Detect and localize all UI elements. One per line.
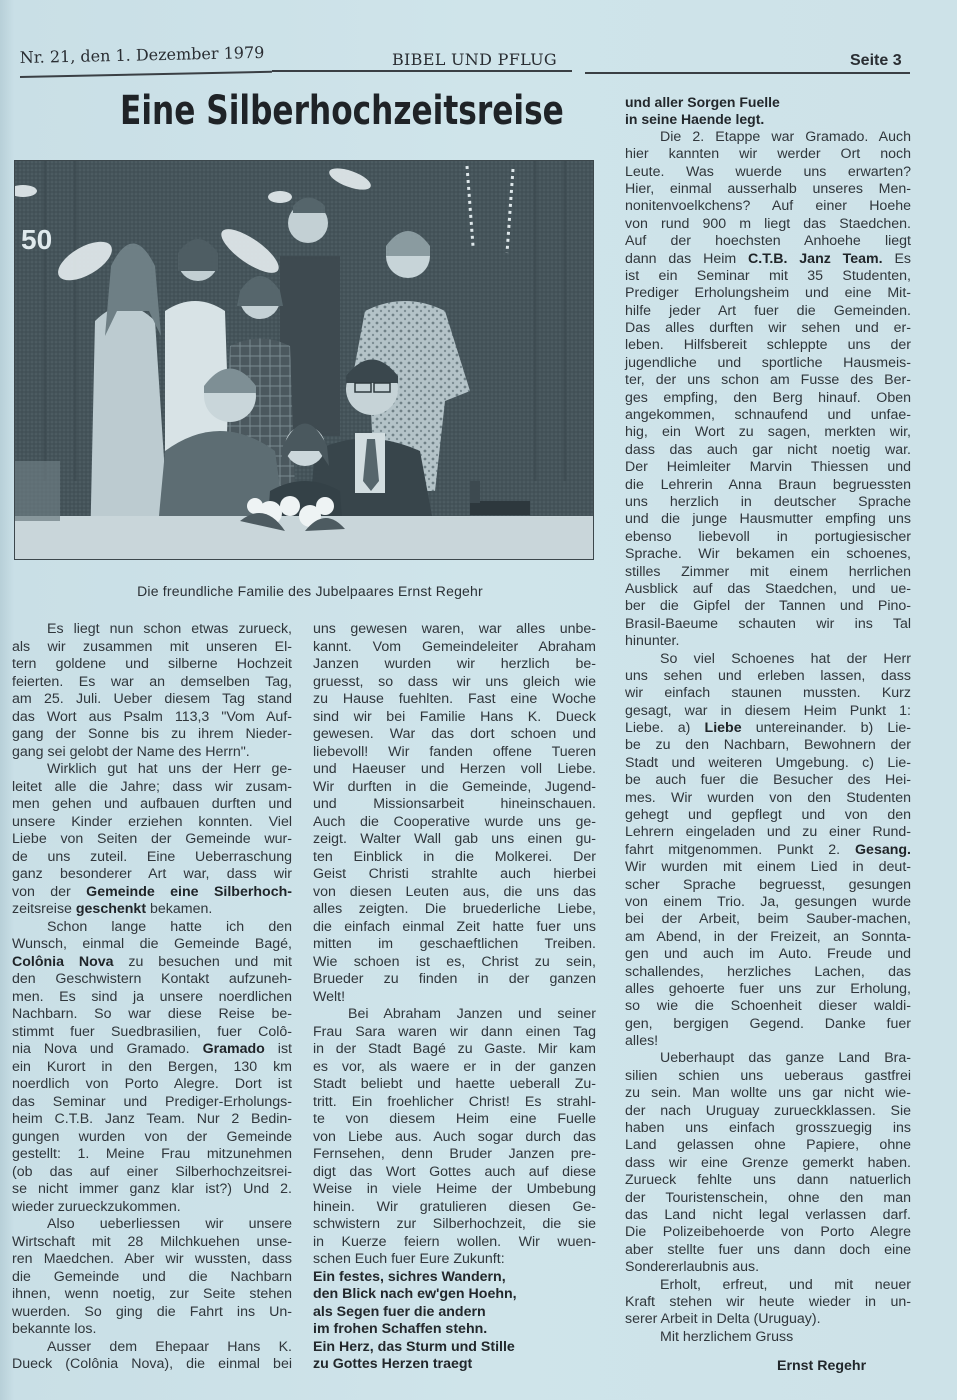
poem-line: im frohen Schaffen stehn.	[313, 1321, 488, 1337]
text-line: Wie schoen ist es, Christ zu sein,	[313, 953, 596, 970]
text-line: angekommen, schnaufend und unfae-	[625, 407, 911, 424]
text-line: noerdlich von Porto Alegre. Dort ist	[12, 1076, 292, 1092]
text-line: men. Es sind ja unsere noerdlichen	[12, 988, 292, 1005]
text-line: Liebe. a) Liebe untereinander. b) Lie-	[625, 720, 912, 737]
text-line: Sondererlaubnis aus.	[625, 1259, 760, 1276]
text-line: de uns zuteil. Eine Ueberraschung	[12, 848, 292, 865]
text-line: Brasil-Baeume schauten wir ins Tal	[625, 615, 911, 632]
text-line: Janzen wurden wir herzlich be-	[313, 656, 596, 672]
text-line: mes. Wir wurden von den Studenten	[625, 789, 911, 806]
text-line: schallendes, herzliches Lachen, das	[625, 963, 911, 980]
text-line: der nach Uruguay zurueckklassen. Sie	[625, 1102, 911, 1119]
family-photo-illustration	[15, 161, 593, 559]
text-line: Auch die Cooperative wurde uns ge-	[313, 813, 596, 830]
text-line: Das alles durften wir sehen und er-	[625, 320, 911, 337]
text-line: gestellt: 1. Meine Frau mitzunehmen	[12, 1146, 292, 1162]
text-line: So viel Schoenes hat der Herr	[660, 650, 911, 667]
text-line: se nicht immer ganz klar ist?) Und 2.	[12, 1181, 292, 1197]
text-line: be auch fuer die Besucher des Hei-	[625, 772, 911, 789]
text-line: Brueder zu finden in der ganzen	[313, 971, 596, 987]
text-line: schen Euch fuer Eure Zukunft:	[313, 1251, 505, 1267]
text-line: gang sei gelobt der Name des Herrn".	[12, 743, 250, 760]
text-line: gesagt, war in diesem Heim Punkt 1:	[625, 702, 911, 719]
poem-line: den Blick nach ew'gen Hoehn,	[313, 1286, 517, 1302]
article-column-1	[12, 621, 292, 1374]
text-line: gruesst, so dass wir uns gleich wie	[313, 673, 596, 690]
text-line: tern goldene und silberne Hochzeit	[12, 656, 292, 672]
text-line: am 25. Juli. Ueber diesem Tag stand	[12, 691, 292, 707]
text-line: hier kannten wir werder Ort noch	[625, 146, 911, 163]
text-line: dass wir eine Grenze gemerkt haben.	[625, 1154, 911, 1171]
text-line: von diesen Leuten aus, die uns das	[313, 883, 596, 900]
text-line: zeigt. Walter Wall gab uns einen gu-	[313, 831, 596, 847]
article-column-2	[313, 621, 596, 1374]
text-line: wieder zurueckzukommen.	[12, 1198, 181, 1215]
masthead-rule-left	[20, 71, 272, 78]
family-photo	[14, 160, 594, 560]
text-line: Liebe von Seiten der Gemeinde wur-	[12, 831, 292, 847]
text-line: feierten. Es war an demselben Tag,	[12, 673, 292, 690]
text-line: Schon lange hatte ich den	[47, 918, 292, 935]
text-line: der Touristenschein, ohne den man	[625, 1189, 911, 1206]
poem-line: Ein festes, sichres Wandern,	[313, 1268, 506, 1285]
text-line: stilles Zimmer mit einem herrlichen	[625, 563, 911, 580]
page-number: Seite 3	[850, 52, 902, 69]
text-line: Hier, einmal ausserhalb unseres Men-	[625, 180, 911, 197]
text-line: nonitenvoelkchens? Auf einer Hoehe	[625, 198, 911, 215]
text-line: Ueberhaupt das ganze Land Bra-	[660, 1050, 911, 1067]
text-line: von der Gemeinde eine Silberhoch-	[12, 883, 292, 900]
text-line: serer Arbeit in Delta (Uruguay).	[625, 1311, 821, 1328]
text-line: ren Maedchen. Aber wir wussten, dass	[12, 1251, 292, 1267]
poem-line: in seine Haende legt.	[625, 111, 765, 128]
text-line: Wunsch, einmal die Gemeinde Bagé,	[12, 936, 292, 952]
text-line: und Haeuser und Herzen voll Liebe.	[313, 761, 596, 777]
poem-line: Ein Herz, das Sturm und Stille	[313, 1338, 515, 1355]
text-line: ter, der uns schon am Fusse des Ber-	[625, 372, 911, 389]
text-line: ten Einblick in die Molkerei. Der	[313, 848, 596, 865]
text-line: Also ueberliessen wir unsere	[47, 1216, 292, 1232]
photo-caption: Die freundliche Familie des Jubelpaares Ernst Regehr	[137, 583, 483, 599]
text-line: von einem Trio. Ja, gesungen wurde	[625, 893, 911, 910]
poem-line: und aller Sorgen Fuelle	[625, 94, 780, 110]
text-line: gen, bergigen Gegend. Danke fuer	[625, 1015, 911, 1032]
text-line: so wie die Schoenheit dieser waldi-	[625, 998, 911, 1015]
masthead	[0, 0, 957, 80]
text-line: und die junge Hausmutter empfing uns	[625, 511, 911, 528]
text-line: von rund 900 m liegt das Staedchen.	[625, 215, 911, 232]
text-line: wir einfach staunen mussten. Kurz	[625, 685, 911, 702]
text-line: stimmt fuer Suedbrasilien, fuer Colô-	[12, 1023, 292, 1040]
text-line: dass das auch gar nicht noetig war.	[625, 441, 911, 458]
text-line: Wirklich gut hat uns der Herr ge-	[47, 761, 292, 777]
text-line: und Missionsarbeit hineinschauen.	[313, 796, 596, 812]
text-line: Bei Abraham Janzen und seiner	[348, 1006, 596, 1022]
text-line: am Abend, in der Freizeit, an Sonnta-	[625, 928, 911, 945]
text-line: uns herzlich in deutscher Sprache	[625, 493, 911, 510]
text-line: hinein. Wir gratulieren diesen Ge-	[313, 1198, 596, 1215]
text-line: tritt. Ein froehlicher Christ! Es strahl-	[313, 1093, 596, 1110]
text-line: die einfach einmal Zeit hatte fuer uns	[313, 918, 596, 935]
text-line: Mit herzlichem Gruss	[660, 1328, 794, 1345]
text-line: Land gelassen ohne Papiere, ohne	[625, 1137, 911, 1154]
text-line: zeitsreise geschenkt bekamen.	[12, 901, 213, 917]
text-line: Erholt, erfreut, und mit neuer	[660, 1276, 911, 1293]
text-line: ges empfing, den Berg hinauf. Oben	[625, 389, 911, 406]
text-line: Weise in viele Heime der Umbebung	[313, 1181, 596, 1197]
text-line: Wirtschaft mit 28 Milchkuehen unse-	[12, 1233, 292, 1250]
text-line: mitten im geschaeftlichen Treiben.	[313, 936, 596, 952]
text-line: schwistern zur Silberhochzeit, die sie	[313, 1216, 596, 1232]
text-line: in der Stadt Bagé zu Gaste. Mir kam	[313, 1041, 596, 1057]
masthead-rule-right	[585, 72, 910, 74]
text-line: Ausser dem Ehepaar Hans K.	[47, 1338, 292, 1355]
text-line: Stadt und weiteren Umgebung. c) Lie-	[625, 754, 911, 771]
text-line: das Land nicht legal verlassen darf.	[625, 1207, 911, 1223]
text-line: liebevoll! Wir fanden offene Tueren	[313, 743, 596, 760]
text-line: Fernsehen, denn Bruder Janzen pre-	[313, 1146, 596, 1162]
text-line: ihnen, wenn noetig, zur Seite stehen	[12, 1286, 292, 1302]
text-line: Auf der hoechsten Anhoehe liegt	[625, 233, 911, 250]
text-line: ganz besonderer Art war, dass wir	[12, 866, 292, 882]
svg-text:50: 50	[21, 224, 53, 255]
text-line: ist ein Seminar mit 35 Studenten,	[625, 267, 911, 284]
text-line: alles gehoerte fuer uns zur Erholung,	[625, 980, 911, 997]
text-line: als wir zusammen mit unseren El-	[12, 638, 292, 655]
text-line: Der Heimleiter Marvin Thiessen und	[625, 459, 911, 476]
text-line: den Geschwistern Kontakt aufzuneh-	[12, 971, 292, 987]
text-line: Es liegt nun schon etwas zurueck,	[47, 621, 292, 637]
poem-line: als Segen fuer die andern	[313, 1303, 486, 1320]
text-line: Wir wurden mit einem Lied in deut-	[625, 859, 911, 876]
text-line: gehegt und gepflegt und von den	[625, 807, 911, 824]
text-line: unsere Kinder erziehen konnten. Viel	[12, 813, 292, 830]
text-line: uns sehen und erleben lassen, dass	[625, 667, 911, 684]
text-line: dann das Heim C.T.B. Janz Team. Es	[625, 250, 911, 267]
text-line: bekannte los.	[12, 1321, 97, 1337]
text-line: hilfe jeder Art fuer die Gemeinden.	[625, 302, 911, 319]
poem-line: zu Gottes Herzen traegt	[313, 1356, 473, 1372]
text-line: zu sein. Man wollte uns gar nicht wie-	[625, 1085, 911, 1102]
text-line: kannt. Vom Gemeindeleiter Abraham	[313, 638, 596, 655]
text-line: fahrt mitgenommen. Punkt 2. Gesang.	[625, 841, 911, 858]
text-line: Stadt beliebt und haette ueberall Zu-	[313, 1076, 596, 1092]
text-line: Dueck (Colônia Nova), die einmal bei	[12, 1356, 292, 1372]
text-line: Wir durften in die Gemeinde, Jugend-	[313, 778, 596, 795]
text-line: Geist Christi strahlte auch hierbei	[313, 866, 596, 882]
text-line: Colônia Nova zu besuchen und mit	[12, 953, 292, 970]
text-line: hinunter.	[625, 633, 680, 650]
text-line: Die 2. Etappe war Gramado. Auch	[660, 128, 911, 145]
text-line: digt das Wort Gottes auch auf diese	[313, 1163, 596, 1180]
text-line: hig, ein Wort zu sagen, merkten wir,	[625, 424, 911, 441]
text-line: Zurueck fehlte uns dann natuerlich	[625, 1172, 911, 1189]
text-line: te von diesem Heim eine Fuelle	[313, 1111, 596, 1127]
text-line: heim C.T.B. Janz Team. Nur 2 Bedin-	[12, 1111, 292, 1127]
text-line: ebenso liebevoll in portugiesischer	[625, 528, 911, 545]
author-signature: Ernst Regehr	[777, 1358, 867, 1374]
text-line: aber stellte fuer uns dann doch eine	[625, 1241, 911, 1258]
text-line: Nachbarn. So war diese Reise be-	[12, 1006, 292, 1022]
text-line: von Liebe aus. Auch sogar durch das	[313, 1128, 596, 1145]
text-line: wuerden. So ging die Fahrt ins Un-	[12, 1303, 292, 1320]
text-line: alles!	[625, 1033, 659, 1050]
text-line: das Wort aus Psalm 113,3 "Vom Auf-	[12, 708, 292, 725]
text-line: ber die Gipfel der Tannen und Pino-	[625, 598, 911, 615]
publication-name: BIBEL UND PFLUG	[392, 50, 558, 69]
text-line: die Lehrerin Anna Braun begruessten	[625, 476, 911, 493]
text-line: Frau Sara waren wir dann einen Tag	[313, 1023, 596, 1040]
text-line: zu Hause fuehlten. Fast eine Woche	[313, 691, 596, 707]
text-line: gang der Sonne bis zu ihrem Nieder-	[12, 726, 292, 742]
text-line: alles zeigten. Die bruederliche Liebe,	[313, 901, 596, 917]
text-line: bei der Arbeit, beim Sauber-machen,	[625, 911, 911, 928]
masthead-rule-center	[272, 70, 572, 72]
text-line: ein Kurort in den Bergen, 130 km	[12, 1058, 292, 1075]
text-line: leben. Hilfsbereit schleppte uns der	[625, 337, 911, 354]
text-line: scher Sprache begruesst, gesungen	[625, 876, 911, 893]
text-line: uns gewesen waren, war alles unbe-	[313, 621, 596, 637]
text-line: Lehrern eingeladen und zu einer Rund-	[625, 824, 911, 841]
text-line: leitet alle die Jahre; dass wir zusam-	[12, 778, 292, 795]
text-line: (ob das auf einer Silberhochzeitsrei-	[12, 1163, 292, 1180]
text-line: silien schien uns ueberaus gastfrei	[625, 1067, 911, 1084]
text-line: jugendliche und sportliche Hausmeis-	[625, 354, 911, 371]
text-line: gen und auch im Auto. Freude und	[625, 946, 911, 963]
text-line: Sprache. Wir bekamen ein schoenes,	[625, 546, 911, 563]
text-line: Welt!	[313, 988, 346, 1005]
text-line: Kraft stehen wir heute wieder in un-	[625, 1293, 911, 1310]
text-line: sind wir bei Familie Hans K. Dueck	[313, 708, 596, 725]
article-column-3	[625, 94, 911, 1346]
text-line: nia Nova und Gramado. Gramado ist	[12, 1041, 292, 1057]
text-line: gewesen. War das dort schoen und	[313, 726, 596, 742]
text-line: Prediger Erholungsheim und eine Mit-	[625, 285, 911, 302]
issue-date: Nr. 21, den 1. Dezember 1979	[19, 42, 265, 67]
text-line: das Seminar und Prediger-Erholungs-	[12, 1093, 292, 1110]
text-line: haben uns einfach grosszuegig ins	[625, 1120, 911, 1137]
text-line: Leute. Was wuerde uns erwarten?	[625, 163, 911, 180]
text-line: gungen wurden von der Gemeinde	[12, 1128, 292, 1145]
text-line: men gehen und aufbauen durften und	[12, 796, 292, 812]
text-line: die Gemeinde und die Nachbarn	[12, 1268, 292, 1285]
article-headline: Eine Silberhochzeitsreise	[120, 88, 564, 134]
text-line: Ausblick auf das Staedchen, und ue-	[625, 580, 911, 597]
text-line: be zu den Nachbarn, Bewohnern der	[625, 737, 911, 754]
text-line: in Kuerze feiern wollen. Wir wuen-	[313, 1233, 596, 1250]
text-line: Die Polizeibehoerde von Porto Alegre	[625, 1224, 911, 1241]
text-line: es vor, als waere er in der ganzen	[313, 1058, 596, 1075]
